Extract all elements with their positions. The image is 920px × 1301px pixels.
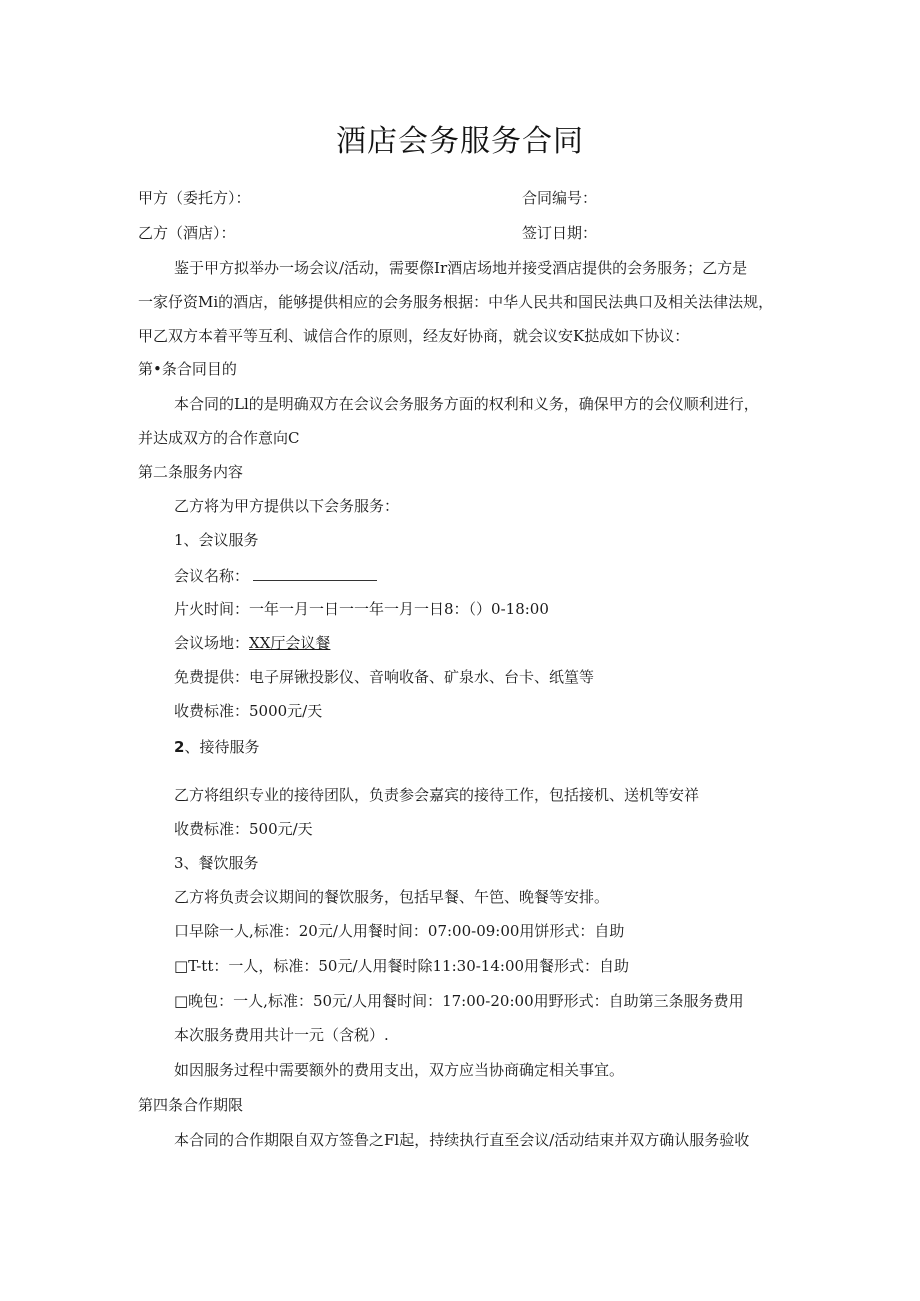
article2-intro: 乙方将为甲方提供以下会务服务： — [174, 497, 400, 515]
reception-heading-text: 、接待服务 — [184, 738, 260, 756]
catering-breakfast: 口早除一人,标准：20元/人用餐时间：07:00-09:00用饼形式：自助 — [174, 922, 625, 940]
meeting-fee: 收费标准：5000元/天 — [174, 702, 323, 720]
reception-service-heading — [174, 736, 259, 758]
article1-line-2: 并达成双方的合作意向C — [138, 429, 300, 447]
article4-line: 本合同的合作期限自双方签鲁之Fl起，持续执行直至会议/活动结束并双方确认服务验收 — [174, 1131, 750, 1149]
catering-dinner: □晚包：一人,标准：50元/人用餐时间：17:00-20:00用野形式：自助第三条服务费用 — [174, 992, 744, 1010]
reception-heading-number: 2 — [174, 738, 185, 756]
reception-fee: 收费标准：500元/天 — [174, 820, 313, 838]
article1-line-1: 本合同的Ll的是明确双方在会议会务服务方面的权利和义务，确保甲方的会仪顺利进行， — [174, 395, 759, 413]
catering-desc: 乙方将负责会议期间的餐饮服务，包括早餐、午笆、晚餐等安排。 — [174, 888, 610, 906]
document-title: 酒店会务服务合同 — [336, 124, 584, 159]
catering-service-heading: 3、餐饮服务 — [174, 854, 259, 872]
contract-number-label: 合同编号： — [522, 189, 598, 207]
sign-date-label: 签订日期： — [522, 224, 598, 242]
meeting-venue-row — [174, 632, 330, 654]
meeting-name-row — [174, 564, 377, 587]
party-b-label: 乙方（酒店）： — [138, 224, 236, 242]
catering-lunch: □T-tt：一人，标准：50元/人用餐时除11:30-14:00用餐形式：自助 — [174, 957, 630, 975]
article4-heading: 第四条合作期限 — [138, 1096, 244, 1114]
meeting-name-blank — [253, 564, 377, 581]
intro-line-2: 一家伃资Mi的酒店，能够提供相应的会务服务根据：中华人民共和国民法典口及相关法律法规， — [138, 293, 774, 311]
intro-line-1: 鉴于甲方拟举办一场会议/活动，需要傺Ir酒店场地并接受酒店提供的会务服务；乙方是 — [174, 259, 748, 277]
meeting-time: 片火时间：一年一月一日一一年一月一日8：（）0-18:00 — [174, 600, 549, 618]
reception-desc: 乙方将组织专业的接待团队，负责参会嘉宾的接待工作，包括接机、送机等安祥 — [174, 786, 700, 804]
article3-total: 本次服务费用共计一元（含税）. — [174, 1026, 389, 1044]
article3-extra: 如因服务过程中需要额外的费用支出，双方应当协商确定相关事宜。 — [174, 1061, 625, 1079]
meeting-service-heading: 1、会议服务 — [174, 531, 259, 549]
meeting-venue-label: 会议场地： — [174, 634, 250, 652]
party-a-label: 甲方（委托方）： — [138, 189, 251, 207]
meeting-name-label: 会议名称： — [174, 567, 250, 585]
meeting-venue-value: XX厅会议餐 — [249, 634, 331, 652]
meeting-free-items: 免费提供：电子屏锹投影仪、音响收备、矿泉水、台卡、纸篁等 — [174, 668, 595, 686]
article1-heading: 第•条合同目的 — [138, 360, 237, 378]
article2-heading: 第二条服务内容 — [138, 463, 244, 481]
intro-line-3: 甲乙双方本着平等互利、诚信合作的原则，经友好协商，就会议安K挞成如下协议： — [138, 327, 690, 345]
